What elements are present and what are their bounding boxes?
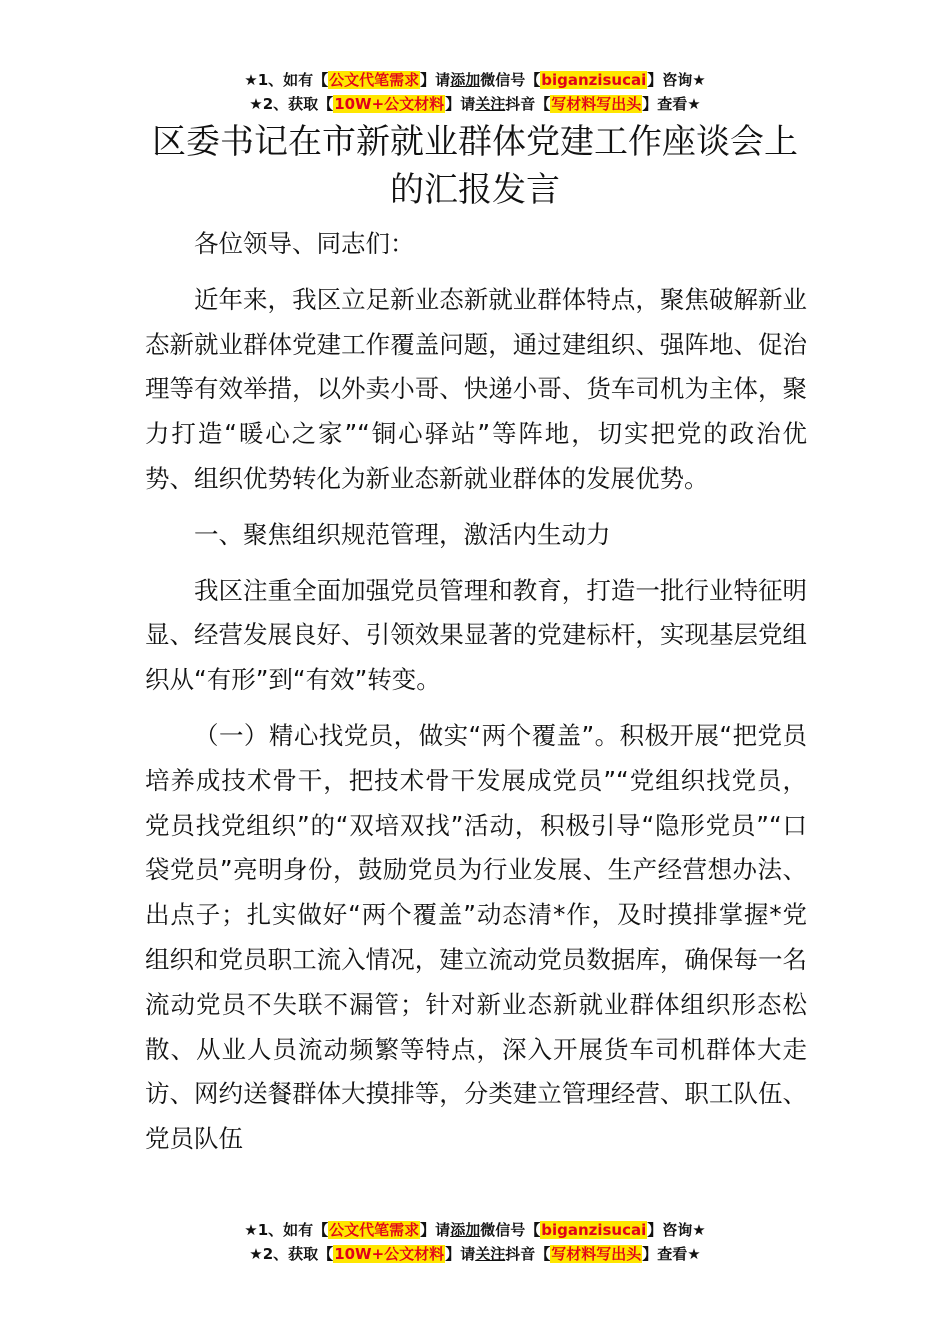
promo-text: ★2、获取【 (249, 95, 334, 113)
promo-text: 】查看★ (642, 95, 701, 113)
promo-text: 微信号【 (480, 71, 541, 89)
promo-line-1 (0, 68, 950, 92)
promo-underline: 关注 (475, 95, 506, 113)
promo-text: ★1、如有【 (244, 1221, 329, 1239)
promo-text: 】咨询★ (647, 71, 706, 89)
document-title: 区委书记在市新就业群体党建工作座谈会上的汇报发言 (152, 122, 798, 210)
promo-highlight: 公文代笔需求 (329, 71, 420, 89)
promo-text: 抖音【 (505, 1245, 551, 1263)
promo-text: 】查看★ (642, 1245, 701, 1263)
promo-highlight: 写材料写出头 (551, 1245, 642, 1263)
document-body (145, 222, 807, 1162)
promo-text: 】请 (420, 1221, 451, 1239)
promo-text: 】请 (445, 1245, 476, 1263)
promo-highlight: 10W+公文材料 (334, 95, 445, 113)
intro-paragraph: 近年来，我区立足新业态新就业群体特点，聚焦破解新业态新就业群体党建工作覆盖问题，通过建组织、强阵地、促治理等有效举措，以外卖小哥、快递小哥、货车司机为主体，聚力打造“暖心之家”“铜心驿站”等阵地，切实把党的政治优势、组织优势转化为新业态新就业群体的发展优势。 (145, 284, 807, 493)
promo-highlight: 写材料写出头 (551, 95, 642, 113)
promo-text: 抖音【 (505, 95, 551, 113)
promo-text: 微信号【 (480, 1221, 541, 1239)
promo-line-1 (0, 1218, 950, 1242)
promo-highlight: 10W+公文材料 (334, 1245, 445, 1263)
salutation: 各位领导、同志们： (194, 229, 415, 258)
promo-highlight: 公文代笔需求 (329, 1221, 420, 1239)
promo-underline: 关注 (475, 1245, 506, 1263)
footer-promo-banner (0, 1218, 950, 1266)
promo-text: 】咨询★ (647, 1221, 706, 1239)
promo-highlight: biganzisucai (541, 71, 647, 89)
section-heading: 一、聚焦组织规范管理，激活内生动力 (194, 519, 611, 549)
promo-line-2 (0, 92, 950, 116)
promo-line-2 (0, 1242, 950, 1266)
promo-underline: 添加 (450, 71, 481, 89)
promo-text: ★2、获取【 (249, 1245, 334, 1263)
body-paragraph: 我区注重全面加强党员管理和教育，打造一批行业特征明显、经营发展良好、引领效果显著的党建标杆，实现基层党组织从“有形”到“有效”转变。 (145, 575, 807, 695)
promo-text: ★1、如有【 (244, 71, 329, 89)
promo-underline: 添加 (450, 1221, 481, 1239)
header-promo-banner (0, 68, 950, 116)
promo-highlight: biganzisucai (541, 1221, 647, 1239)
promo-text: 】请 (420, 71, 451, 89)
body-paragraph: （一）精心找党员，做实“两个覆盖”。积极开展“把党员培养成技术骨干，把技术骨干发展成党员”“党组织找党员，党员找党组织”的“双培双找”活动，积极引导“隐形党员”“口袋党员”亮明身份，鼓励党员为行业发展、生产经营想办法、出点子；扎实做好“两个覆盖”动态清*作，及时摸排掌握*党组织和党员职工流入情况，建立流动党员数据库，确保每一名流动党员不失联不漏管；针对新业态新就业群体组织形态松散、从业人员流动频繁等特点，深入开展货车司机群体大走访、网约送餐群体大摸排等，分类建立管理经营、职工队伍、党员队伍 (145, 720, 807, 1154)
promo-text: 】请 (445, 95, 476, 113)
